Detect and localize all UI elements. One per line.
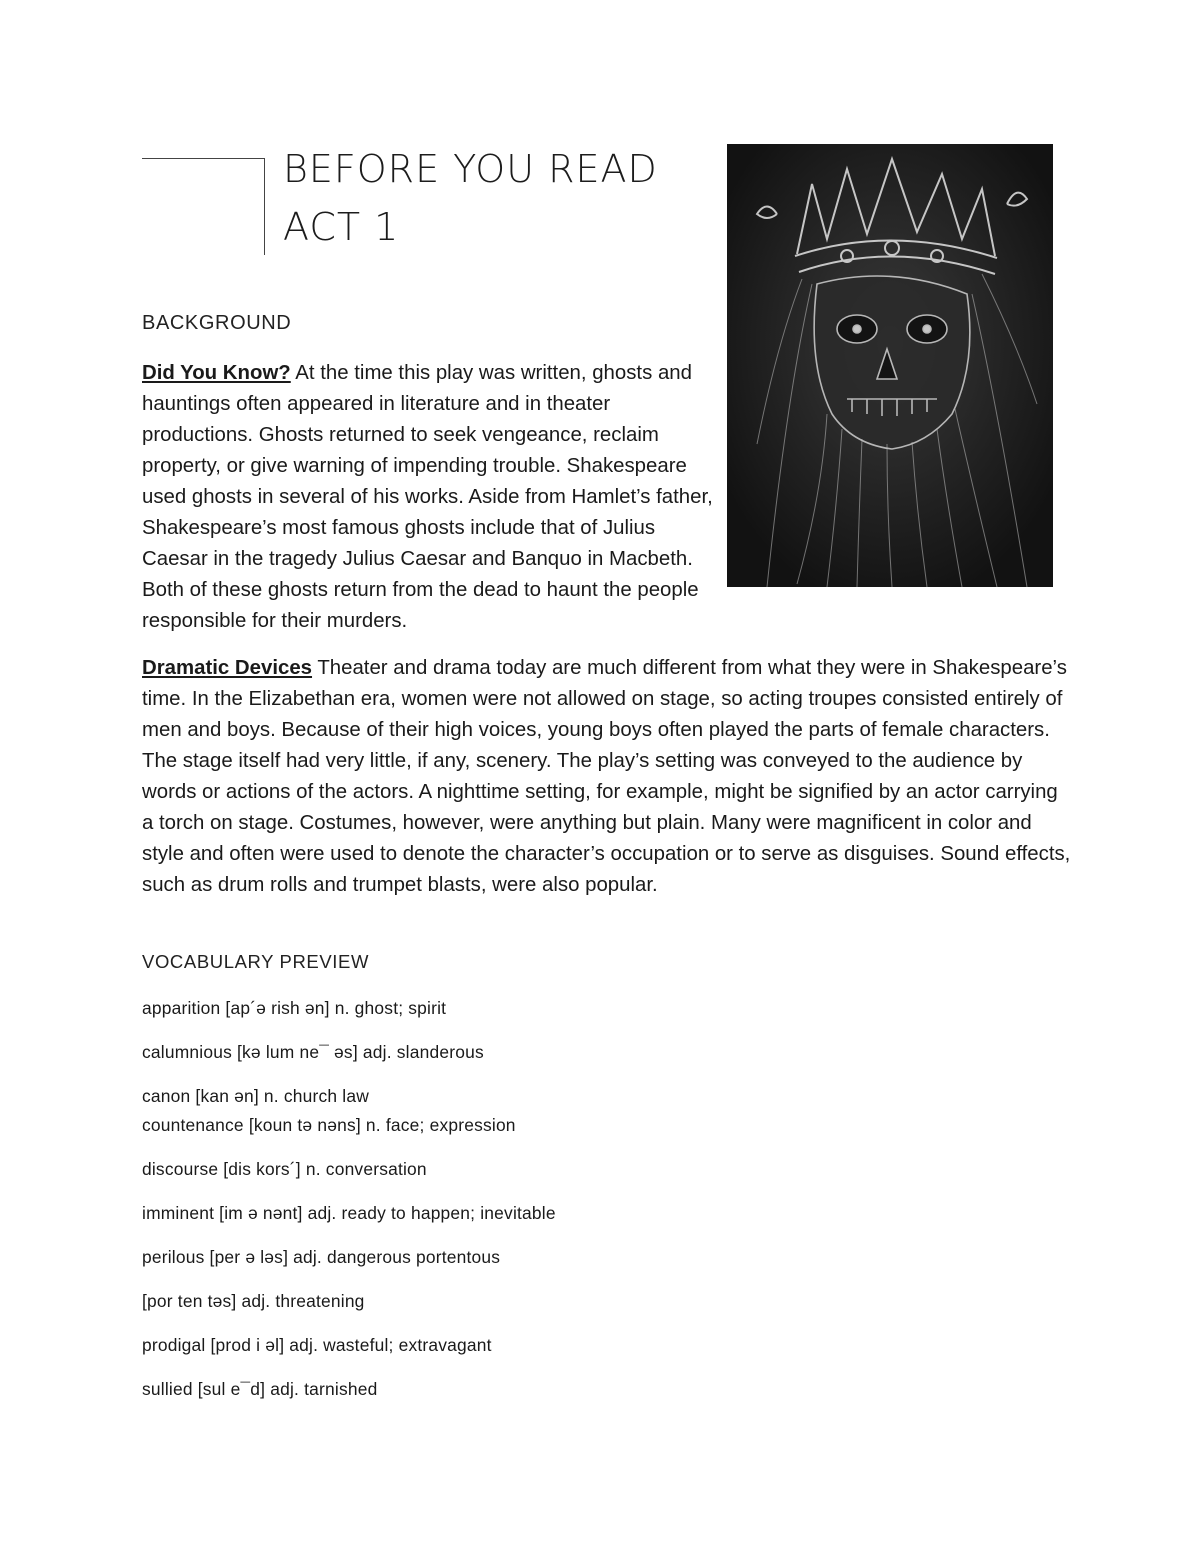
title-rule-vertical — [264, 158, 265, 255]
did-you-know-lead: Did You Know? — [142, 362, 291, 384]
dramatic-devices-lead: Dramatic Devices — [142, 657, 313, 679]
title-rule-horizontal — [142, 158, 264, 159]
page-title-line-1: BEFORE YOU READ — [283, 147, 658, 191]
ghost-portrait-drawing — [727, 144, 1053, 587]
vocab-entry: sullied [sul e¯d] adj. tarnished — [142, 1379, 378, 1399]
did-you-know-paragraph — [142, 358, 722, 637]
vocab-entry: discourse [dis kors´] n. conversation — [142, 1159, 427, 1179]
vocab-entry: imminent [im ə nənt] adj. ready to happen; inevitable — [142, 1203, 556, 1223]
page-title-line-2: ACT 1 — [283, 205, 400, 249]
dramatic-devices-text: Theater and drama today are much different from what they were in Shakespeare’s time. In the Elizabethan era, women were not allowed on stage, so acting troupes consisted entirely of men and boys. Because of their high voices, young boys often played the parts of female characters. The stage itself had very little, if any, scenery. The play’s setting was conveyed to the audience by words or actions of the actors. A nighttime setting, for example, might be signified by an actor carrying a torch on stage. Costumes, however, were anything but plain. Many were magnificent in color and style and often were used to denote the character’s occupation or to serve as disguises. Sound effects, such as drum rolls and trumpet blasts, were also popular. — [142, 657, 1071, 896]
vocab-entry: apparition [ap´ə rish ən] n. ghost; spirit — [142, 998, 447, 1018]
vocab-entry: perilous [per ə ləs] adj. dangerous portentous — [142, 1247, 501, 1267]
ghost-portrait-image — [727, 144, 1053, 587]
background-heading: BACKGROUND — [142, 312, 292, 334]
vocab-entry: calumnious [kə lum ne¯ əs] adj. slanderous — [142, 1042, 484, 1062]
vocab-entry: [por ten təs] adj. threatening — [142, 1291, 365, 1311]
vocab-entry: prodigal [prod i əl] adj. wasteful; extravagant — [142, 1335, 492, 1355]
did-you-know-text: At the time this play was written, ghosts and hauntings often appeared in literature and in theater productions. Ghosts returned to seek vengeance, reclaim property, or give warning of impending trouble. Shakespeare used ghosts in several of his works. Aside from Hamlet’s father, Shakespeare’s most famous ghosts include that of Julius Caesar in the tragedy Julius Caesar and Banquo in Macbeth. Both of these ghosts return from the dead to haunt the people responsible for their murders. — [142, 362, 713, 632]
vocab-entry: canon [kan ən] n. church law — [142, 1086, 369, 1106]
dramatic-devices-paragraph — [142, 653, 1072, 901]
vocabulary-heading: VOCABULARY PREVIEW — [142, 951, 370, 972]
vocab-entry: countenance [koun tə nəns] n. face; expression — [142, 1115, 516, 1135]
